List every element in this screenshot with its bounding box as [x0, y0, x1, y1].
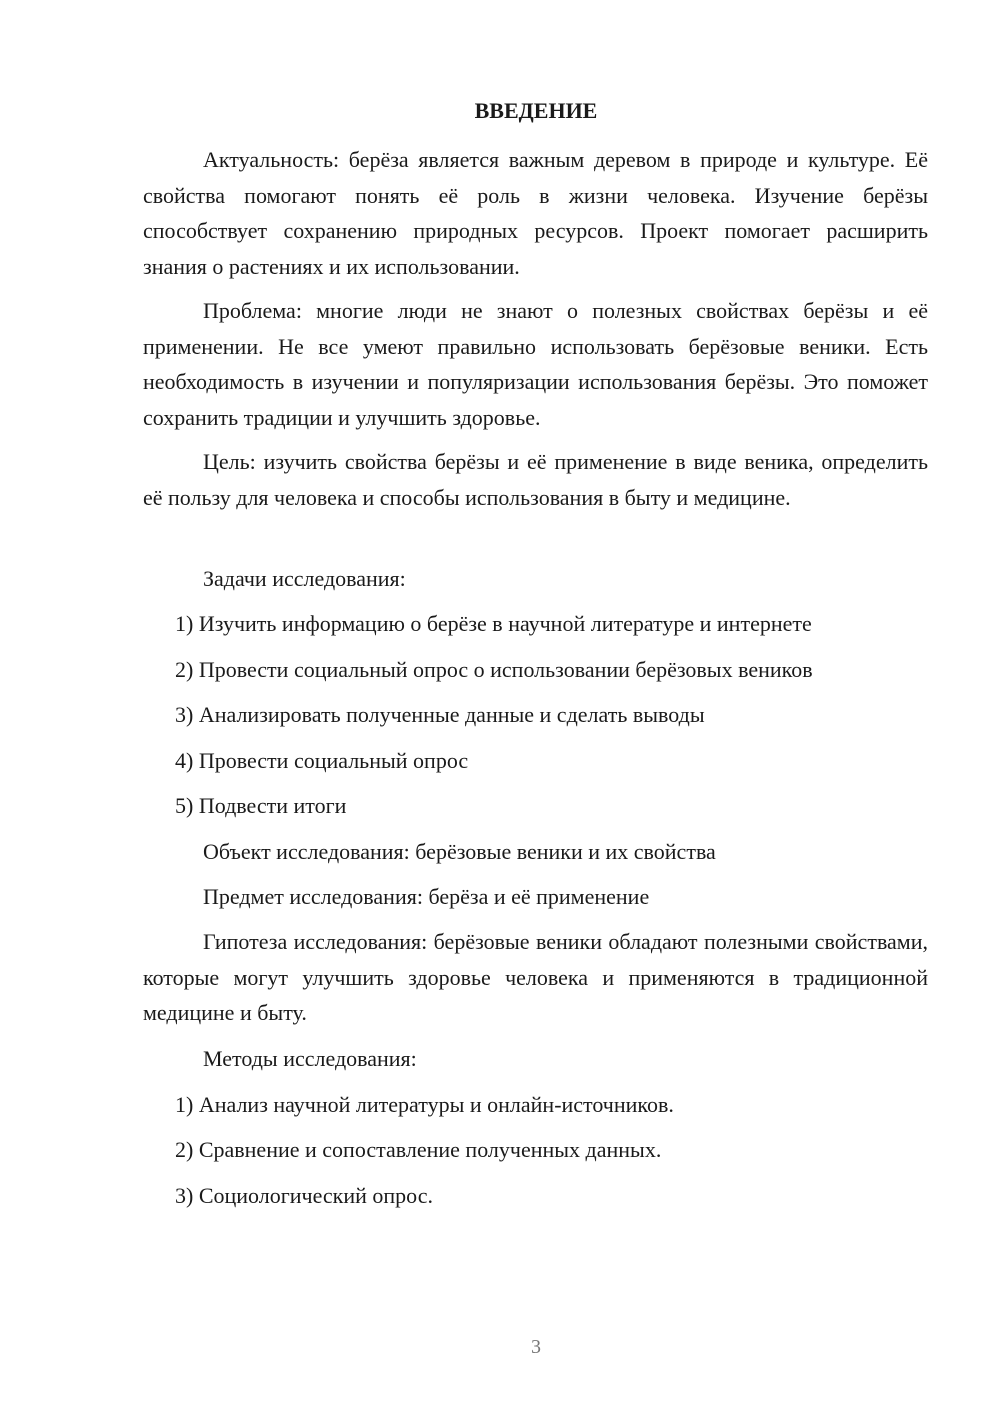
research-object: Объект исследования: берёзовые веники и их свойства	[203, 839, 716, 864]
paragraph-goal: Цель: изучить свойства берёзы и её применение в виде веника, определить её пользу для человека и способы использования в быту и медицине.	[143, 449, 928, 510]
task-item: 2) Провести социальный опрос о использовании берёзовых веников	[175, 657, 813, 682]
task-item: 5) Подвести итоги	[175, 793, 347, 818]
method-item: 3) Социологический опрос.	[175, 1183, 433, 1208]
research-subject: Предмет исследования: берёза и её применение	[203, 884, 650, 909]
method-item: 1) Анализ научной литературы и онлайн-источников.	[175, 1092, 674, 1117]
task-item: 4) Провести социальный опрос	[175, 748, 469, 773]
paragraph-hypothesis: Гипотеза исследования: берёзовые веники обладают полезными свойствами, которые могут улучшить здоровье человека и применяются в традиционной медицине и быту.	[143, 929, 928, 1025]
page-number: 3	[531, 1336, 541, 1358]
method-item: 2) Сравнение и сопоставление полученных данных.	[175, 1137, 662, 1162]
paragraph-problem: Проблема: многие люди не знают о полезных свойствах берёзы и её применении. Не все умеют правильно использовать берёзовые веники. Есть необходимость в изучении и популяризации использования берёзы. Это поможет сохранить традиции и улучшить здоровье.	[143, 298, 928, 430]
methods-heading: Методы исследования:	[203, 1046, 417, 1071]
paragraph-relevance: Актуальность: берёза является важным деревом в природе и культуре. Её свойства помогают понять её роль в жизни человека. Изучение берёзы способствует сохранению природных ресурсов. Проект помогает расширить знания о растениях и их использовании.	[143, 147, 928, 279]
tasks-heading: Задачи исследования:	[203, 566, 406, 591]
task-item: 3) Анализировать полученные данные и сделать выводы	[175, 702, 705, 727]
page-title: ВВЕДЕНИЕ	[474, 98, 598, 123]
task-item: 1) Изучить информацию о берёзе в научной литературе и интернете	[175, 611, 812, 636]
